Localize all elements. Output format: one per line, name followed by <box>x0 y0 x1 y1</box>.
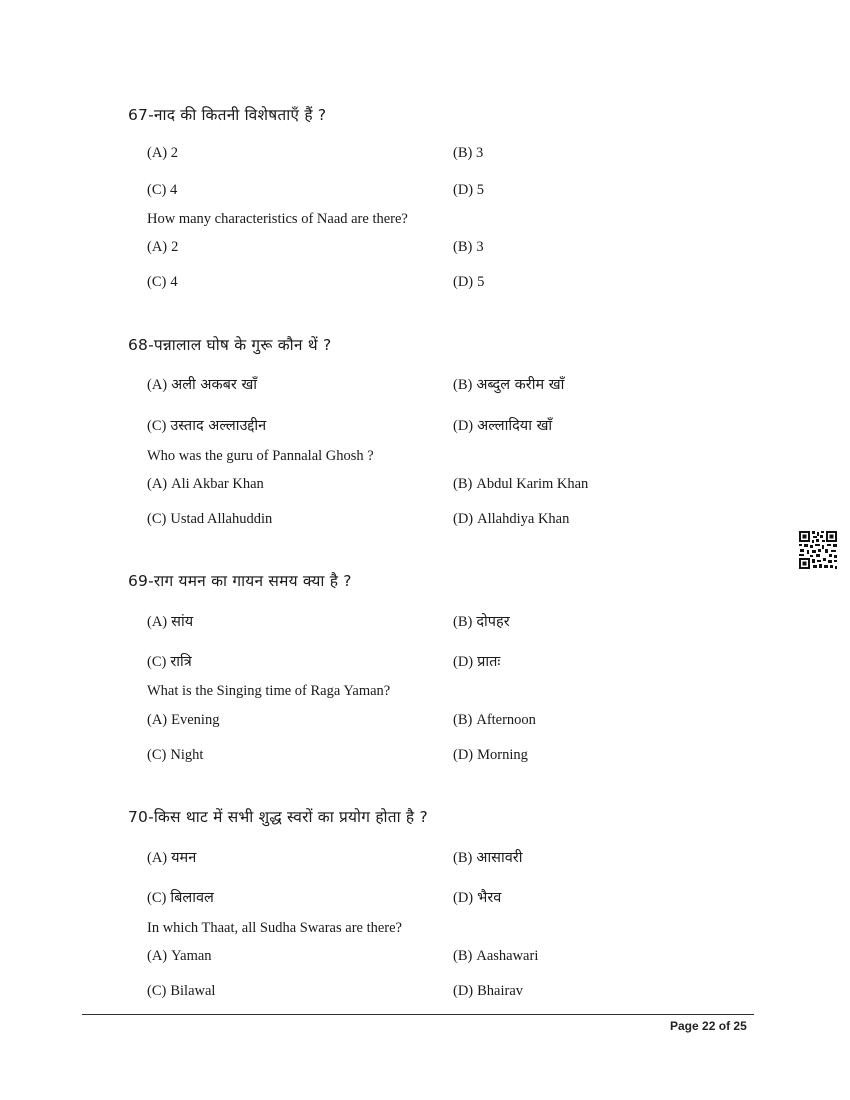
option-key: (C) <box>147 747 167 763</box>
option-d-hindi <box>453 415 552 435</box>
option-key: (A) <box>147 239 168 255</box>
option-key: (B) <box>453 476 473 492</box>
option-text: Ali Akbar Khan <box>171 476 264 492</box>
option-text: 2 <box>171 239 179 255</box>
option-text: भैरव <box>477 890 502 906</box>
question-title-english: In which Thaat, all Sudha Swaras are there? <box>147 920 402 936</box>
option-key: (D) <box>453 511 474 527</box>
option-a-hindi <box>147 611 193 631</box>
question-title-hindi: 70-किस थाट में सभी शुद्ध स्वरों का प्रयोग होता है ? <box>128 808 428 826</box>
option-text: रात्रि <box>170 654 192 670</box>
option-text: Allahdiya Khan <box>477 511 570 527</box>
option-c-english <box>147 274 178 291</box>
option-key: (A) <box>147 614 168 630</box>
option-b-english <box>453 476 588 493</box>
option-key: (C) <box>147 511 167 527</box>
option-text: Ustad Allahuddin <box>170 511 273 527</box>
option-c-hindi <box>147 887 214 907</box>
option-key: (B) <box>453 850 473 866</box>
option-a-hindi: (A) 2 <box>147 145 179 161</box>
option-key: (D) <box>453 747 474 763</box>
option-text: दोपहर <box>476 614 510 630</box>
option-c-hindi <box>147 415 266 435</box>
page-number-footer <box>670 1019 747 1033</box>
option-text: Abdul Karim Khan <box>476 476 589 492</box>
option-key: (A) <box>147 476 168 492</box>
option-b-english <box>453 948 538 965</box>
option-key: (A) <box>147 948 168 964</box>
option-text: उस्ताद अल्लाउद्दीन <box>170 418 267 434</box>
option-text: अली अकबर खाँ <box>171 377 258 393</box>
option-text: Evening <box>171 712 220 728</box>
option-a-hindi <box>147 374 257 394</box>
option-d-hindi <box>453 887 501 907</box>
option-key: (A) <box>147 377 168 393</box>
option-key: (D) <box>453 983 474 999</box>
option-key: (D) <box>453 890 474 906</box>
question-title-english: Who was the guru of Pannalal Ghosh ? <box>147 448 374 464</box>
option-c-english <box>147 511 272 528</box>
option-text: प्रातः <box>477 654 501 670</box>
option-a-english <box>147 712 219 729</box>
option-key: (D) <box>453 654 474 670</box>
page-number: 22 <box>702 1019 716 1033</box>
option-key: (A) <box>147 712 168 728</box>
page-label: Page <box>670 1019 699 1033</box>
option-b-hindi <box>453 611 510 631</box>
option-text: 4 <box>170 274 178 290</box>
option-a-english <box>147 948 212 965</box>
option-d-hindi <box>453 651 500 671</box>
option-a-english <box>147 239 178 256</box>
option-d-english <box>453 983 523 1000</box>
option-key: (C) <box>147 274 167 290</box>
option-key: (C) <box>147 890 167 906</box>
option-c-hindi: (C) 4 <box>147 182 178 198</box>
option-key: (A) <box>147 850 168 866</box>
question-title-english: What is the Singing time of Raga Yaman? <box>147 683 391 699</box>
option-key: (D) <box>453 418 474 434</box>
option-text: Bilawal <box>170 983 216 999</box>
option-b-hindi <box>453 847 522 867</box>
question-title-hindi: 67-नाद की कितनी विशेषताएँ हैं ? <box>128 106 327 124</box>
option-key: (C) <box>147 654 167 670</box>
option-text: अल्लादिया खाँ <box>477 418 553 434</box>
option-text: Bhairav <box>477 983 524 999</box>
option-c-english <box>147 983 215 1000</box>
option-text: Yaman <box>171 948 212 964</box>
option-b-english <box>453 239 484 256</box>
option-a-english <box>147 476 264 493</box>
option-d-english <box>453 274 484 291</box>
option-text: यमन <box>171 850 197 866</box>
option-b-hindi: (B) 3 <box>453 145 484 161</box>
option-key: (D) <box>453 274 474 290</box>
option-key: (C) <box>147 983 167 999</box>
option-a-hindi <box>147 847 196 867</box>
question-title-hindi: 69-राग यमन का गायन समय क्या है ? <box>128 572 352 590</box>
option-d-hindi: (D) 5 <box>453 182 485 198</box>
page-total: 25 <box>733 1019 747 1033</box>
option-text: 3 <box>476 239 484 255</box>
option-b-english <box>453 712 536 729</box>
option-text: आसावरी <box>476 850 523 866</box>
option-text: बिलावल <box>170 890 214 906</box>
footer-divider <box>82 1014 754 1015</box>
question-title-english: How many characteristics of Naad are there? <box>147 211 408 227</box>
qr-code-icon <box>798 530 838 570</box>
option-text: Afternoon <box>476 712 536 728</box>
option-text: Night <box>170 747 204 763</box>
option-text: अब्दुल करीम खाँ <box>476 377 565 393</box>
option-key: (B) <box>453 712 473 728</box>
option-key: (B) <box>453 614 473 630</box>
option-text: Aashawari <box>476 948 539 964</box>
question-title-hindi: 68-पन्नालाल घोष के गुरू कौन थें ? <box>128 336 332 354</box>
option-d-english <box>453 511 569 528</box>
option-key: (B) <box>453 239 473 255</box>
option-text: सांय <box>171 614 194 630</box>
option-key: (B) <box>453 377 473 393</box>
page-of-label: of <box>718 1019 731 1033</box>
option-key: (C) <box>147 418 167 434</box>
option-d-english <box>453 747 528 764</box>
option-c-english <box>147 747 203 764</box>
option-c-hindi <box>147 651 192 671</box>
option-text: Morning <box>477 747 528 763</box>
option-b-hindi <box>453 374 564 394</box>
option-key: (B) <box>453 948 473 964</box>
option-text: 5 <box>477 274 485 290</box>
